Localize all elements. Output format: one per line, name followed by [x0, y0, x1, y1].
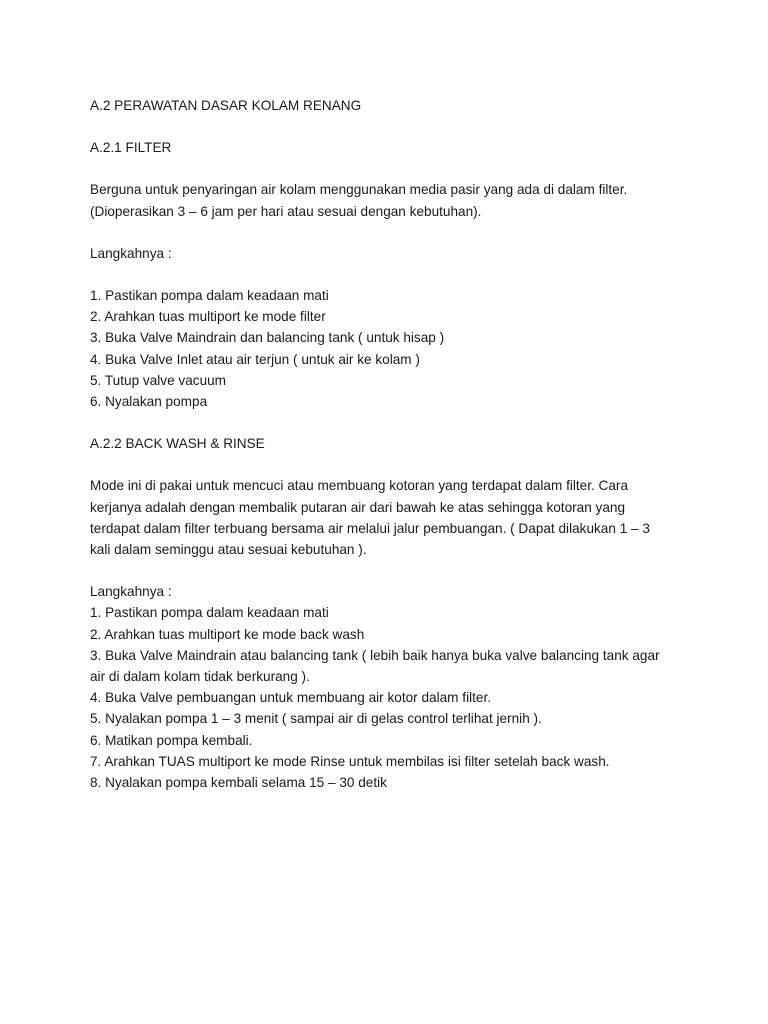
list-item: 1. Pastikan pompa dalam keadaan mati [90, 288, 329, 304]
section-paragraph-filter [90, 179, 690, 221]
spacer [90, 412, 690, 433]
list-item: 5. Nyalakan pompa 1 – 3 menit ( sampai air di gelas control terlihat jernih ). [90, 711, 542, 727]
list-item: 2. Arahkan tuas multiport ke mode filter [90, 309, 326, 325]
document-content [90, 95, 690, 793]
paragraph-line: (Dioperasikan 3 – 6 jam per hari atau sesuai dengan kebutuhan). [90, 203, 482, 219]
list-item: 4. Buka Valve pembuangan untuk membuang air kotor dalam filter. [90, 690, 491, 706]
steps-label-filter: Langkahnya : [90, 245, 172, 261]
steps-list-backwash [90, 602, 690, 793]
spacer [90, 158, 690, 179]
list-item: 5. Tutup valve vacuum [90, 372, 227, 388]
steps-label-backwash: Langkahnya : [90, 584, 172, 600]
spacer [90, 560, 690, 581]
steps-list-filter [90, 285, 690, 412]
spacer [90, 222, 690, 243]
spacer [90, 116, 690, 137]
list-item: 6. Nyalakan pompa [90, 394, 208, 410]
list-item: 3. Buka Valve Maindrain atau balancing tank ( lebih baik hanya buka valve balancing tank agar [90, 647, 660, 663]
paragraph-line: kerjanya adalah dengan membalik putaran air dari bawah ke atas sehingga kotoran yang [90, 499, 626, 515]
list-item: 1. Pastikan pompa dalam keadaan mati [90, 605, 329, 621]
section-paragraph-backwash [90, 475, 690, 560]
paragraph-line: Berguna untuk penyaringan air kolam menggunakan media pasir yang ada di dalam filter. [90, 182, 628, 198]
document-title: A.2 PERAWATAN DASAR KOLAM RENANG [90, 98, 362, 113]
paragraph-line: Mode ini di pakai untuk mencuci atau membuang kotoran yang terdapat dalam filter. Cara [90, 478, 629, 494]
list-item: 6. Matikan pompa kembali. [90, 732, 253, 748]
list-item: 3. Buka Valve Maindrain dan balancing tank ( untuk hisap ) [90, 330, 445, 346]
section-heading-filter: A.2.1 FILTER [90, 140, 172, 156]
section-heading-backwash: A.2.2 BACK WASH & RINSE [90, 436, 265, 452]
list-item: 2. Arahkan tuas multiport ke mode back wash [90, 626, 365, 642]
spacer [90, 454, 690, 475]
paragraph-line: terdapat dalam filter terbuang bersama air melalui jalur pembuangan. ( Dapat dilakukan 1 – 3 [90, 520, 650, 536]
list-item: air di dalam kolam tidak berkurang ). [90, 669, 310, 685]
spacer [90, 264, 690, 285]
list-item: 7. Arahkan TUAS multiport ke mode Rinse untuk membilas isi filter setelah back wash. [90, 753, 610, 769]
paragraph-line: kali dalam seminggu atau sesuai kebutuhan ). [90, 542, 367, 558]
list-item: 8. Nyalakan pompa kembali selama 15 – 30 detik [90, 775, 387, 791]
list-item: 4. Buka Valve Inlet atau air terjun ( untuk air ke kolam ) [90, 351, 420, 367]
